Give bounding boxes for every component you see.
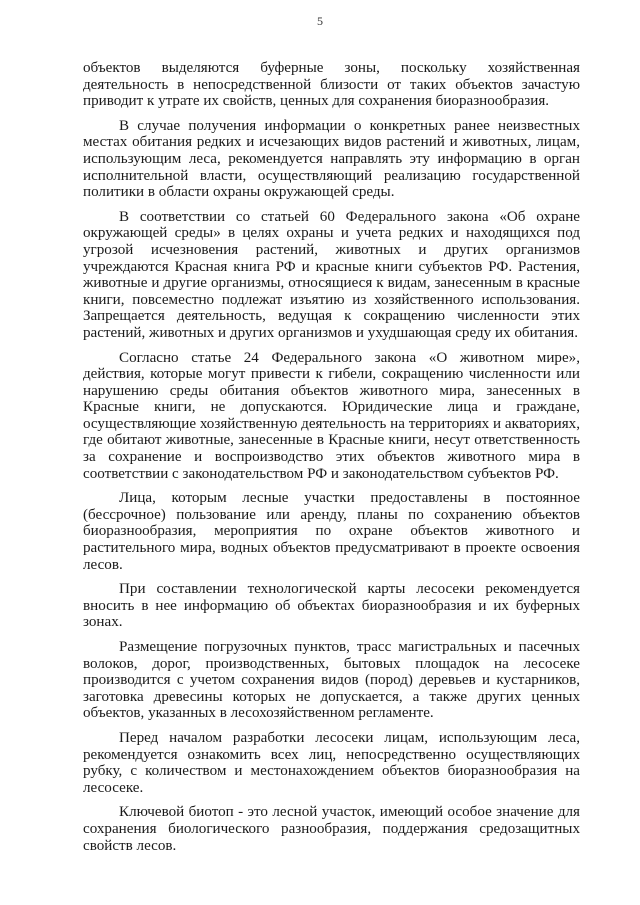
paragraph-loading-points: Размещение погрузочных пунктов, трасс магистральных и пасечных волоков, дорог, производственных, бытовых площадок на лесосеке производится с учетом сохранения видов (пород) деревьев и кустарников, заготовка древесины которых не допускается, а также других ценных объектов, указанных в лесохозяйственном регламенте. bbox=[83, 639, 580, 722]
page-number: 5 bbox=[317, 14, 323, 28]
paragraph-new-habitats: В случае получения информации о конкретных ранее неизвестных местах обитания редких и исчезающих видов растений и животных, лицам, использующим леса, рекомендуется направлять эту информацию в орган исполнительной власти, осуществляющий реализацию государственной политики в области охраны окружающей среды. bbox=[83, 117, 580, 201]
paragraph-wildlife-law: Согласно статье 24 Федерального закона «О животном мире», действия, которые могут привести к гибели, сокращению численности или нарушению среды обитания объектов животного мира, занесенных в Красные книги, не допускаются. Юридические лица и граждане, осуществляющие хозяйственную деятельность на территориях и акваториях, где обитают животные, занесенные в Красные книги, несут ответственность за сохранение и воспроизводство этих объектов животного мира в соответствии с законодательством РФ и законодательством субъектов РФ. bbox=[83, 349, 580, 482]
document-body bbox=[83, 60, 580, 862]
paragraph-buffer-zones: объектов выделяются буферные зоны, поскольку хозяйственная деятельность в непосредственной близости от таких объектов зачастую приводит к утрате их свойств, ценных для сохранения биоразнообразия. bbox=[83, 60, 580, 110]
paragraph-briefing: Перед началом разработки лесосеки лицам, использующим леса, рекомендуется ознакомить всех лиц, непосредственно осуществляющих рубку, с количеством и местонахождением объектов биоразнообразия на лесосеке. bbox=[83, 729, 580, 796]
paragraph-technological-map: При составлении технологической карты лесосеки рекомендуется вносить в нее информацию об объектах биоразнообразия и их буферных зонах. bbox=[83, 581, 580, 631]
paragraph-key-biotope: Ключевой биотоп - это лесной участок, имеющий особое значение для сохранения биологического разнообразия, поддержания средозащитных свойств лесов. bbox=[83, 804, 580, 854]
paragraph-red-book-law: В соответствии со статьей 60 Федерального закона «Об охране окружающей среды» в целях охраны и учета редких и находящихся под угрозой исчезновения растений, животных и других организмов учреждаются Красная книга РФ и красные книги субъектов РФ. Растения, животные и другие организмы, относящиеся к видам, занесенным в красные книги, повсеместно подлежат изъятию из хозяйственного использования. Запрещается деятельность, ведущая к сокращению численности этих растений, животных и других организмов и ухудшающая среду их обитания. bbox=[83, 208, 580, 341]
paragraph-forest-users-plans: Лица, которым лесные участки предоставлены в постоянное (бессрочное) пользование или аренду, планы по сохранению объектов биоразнообразия, мероприятия по охране объектов животного и растительного мира, водных объектов предусматривают в проекте освоения лесов. bbox=[83, 490, 580, 573]
